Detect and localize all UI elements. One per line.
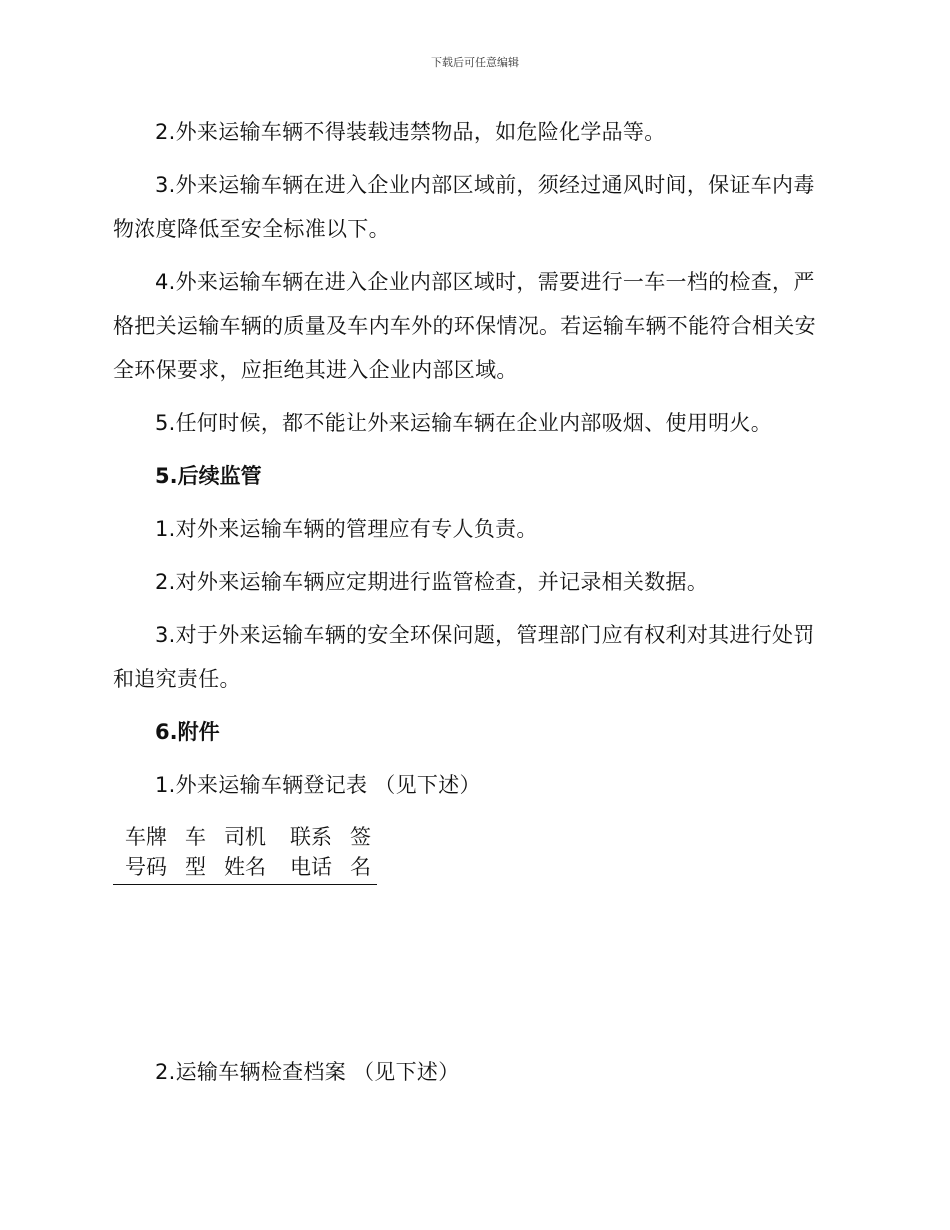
column-header-line: 电话 <box>290 855 332 879</box>
column-header-line: 姓名 <box>224 855 266 879</box>
column-header <box>179 816 212 885</box>
column-header-line: 车 <box>185 825 206 849</box>
column-header <box>278 816 344 885</box>
document-body <box>113 110 830 1103</box>
paragraph: 4.外来运输车辆在进入企业内部区域时，需要进行一车一档的检查，严格把关运输车辆的质量及车内车外的环保情况。若运输车辆不能符合相关安全环保要求，应拒绝其进入企业内部区域。 <box>113 270 816 382</box>
registration-table <box>113 816 377 885</box>
column-header <box>212 816 278 885</box>
section-heading-follow-up: 5.后续监管 <box>155 464 262 488</box>
blank-space <box>113 885 830 1050</box>
table-header-row <box>113 816 377 885</box>
paragraph: 2.对外来运输车辆应定期进行监管检查，并记录相关数据。 <box>155 570 709 594</box>
column-header-line: 签 <box>350 825 371 849</box>
column-header-line: 司机 <box>224 825 266 849</box>
column-header <box>113 816 179 885</box>
column-header-line: 联系 <box>290 825 332 849</box>
column-header-line: 型 <box>185 855 206 879</box>
column-header-line: 名 <box>350 855 371 879</box>
attachment-item-1: 1.外来运输车辆登记表 （见下述） <box>155 773 481 797</box>
column-header <box>344 816 377 885</box>
header-note: 下载后可任意编辑 <box>431 56 519 69</box>
paragraph: 5.任何时候，都不能让外来运输车辆在企业内部吸烟、使用明火。 <box>155 411 773 435</box>
column-header-line: 号码 <box>125 855 167 879</box>
paragraph: 1.对外来运输车辆的管理应有专人负责。 <box>155 517 538 541</box>
attachment-item-2: 2.运输车辆检查档案 （见下述） <box>155 1060 460 1084</box>
column-header-line: 车牌 <box>125 825 167 849</box>
paragraph: 3.外来运输车辆在进入企业内部区域前，须经过通风时间，保证车内毒物浓度降低至安全标准以下。 <box>113 173 815 241</box>
paragraph: 3.对于外来运输车辆的安全环保问题，管理部门应有权利对其进行处罚和追究责任。 <box>113 623 815 691</box>
paragraph: 2.外来运输车辆不得装载违禁物品，如危险化学品等。 <box>155 120 666 144</box>
section-heading-attachments: 6.附件 <box>155 720 220 744</box>
